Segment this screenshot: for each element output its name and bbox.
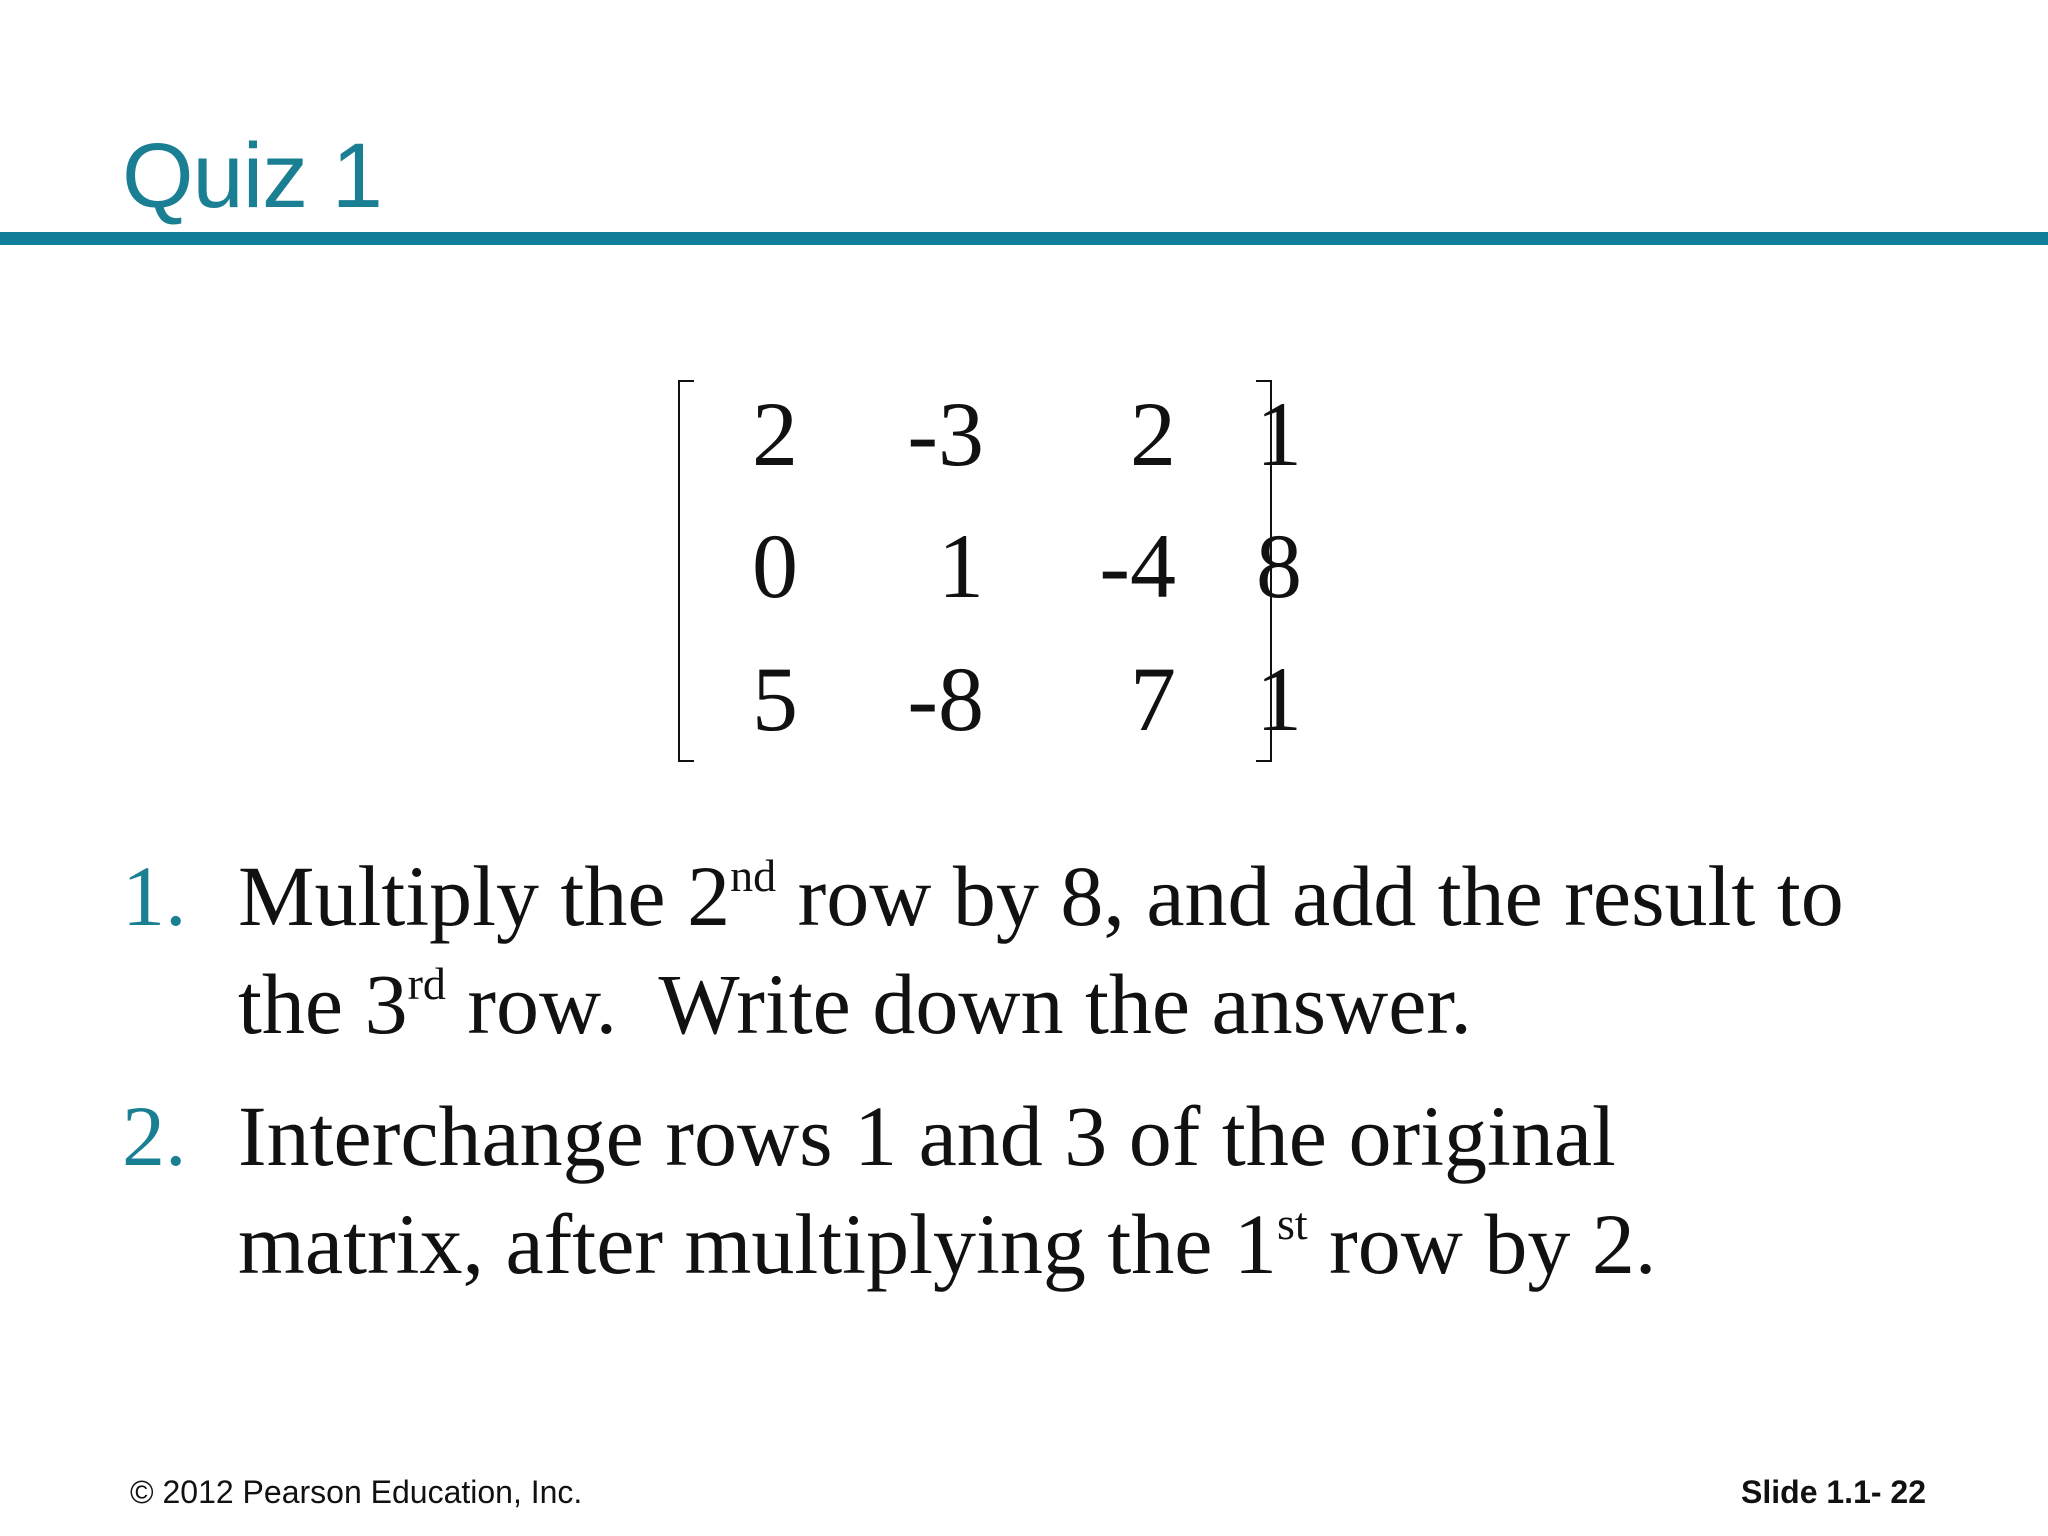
matrix-cell: 2 — [752, 383, 798, 485]
item-text: row by 2. — [1307, 1196, 1657, 1292]
item-number: 1. — [122, 848, 187, 944]
item-line — [238, 1190, 2002, 1298]
item-text: Multiply the 2 — [238, 848, 731, 944]
matrix-cell: 7 — [1130, 648, 1176, 750]
matrix-cell: 5 — [752, 648, 798, 750]
slide-title: Quiz 1 — [122, 125, 382, 227]
slide-number: Slide 1.1- 22 — [1741, 1474, 1926, 1510]
quiz-items — [122, 842, 2002, 1298]
matrix-cell: 8 — [1256, 515, 1302, 617]
matrix-cell: 1 — [1256, 648, 1302, 750]
matrix-cell: -4 — [1099, 515, 1176, 617]
title-divider — [0, 232, 2048, 245]
item-line — [238, 842, 2002, 950]
quiz-item — [122, 1082, 2002, 1298]
matrix-cell: 0 — [752, 515, 798, 617]
item-text: the 3 — [238, 956, 408, 1052]
quiz-item — [122, 842, 2002, 1058]
matrix-cell: -3 — [907, 383, 984, 485]
ordinal-suffix: nd — [730, 850, 777, 901]
matrix-cell: 2 — [1130, 383, 1176, 485]
matrix-cell: -8 — [907, 648, 984, 750]
item-text: row. Write down the answer. — [445, 956, 1472, 1052]
matrix — [678, 380, 1302, 762]
ordinal-suffix: rd — [407, 958, 446, 1009]
item-line — [238, 1082, 2002, 1190]
item-line — [238, 950, 2002, 1058]
item-text: row by 8, and add the result to — [776, 848, 1844, 944]
matrix-cell: 1 — [1256, 383, 1302, 485]
item-text: matrix, after multiplying the 1 — [238, 1196, 1277, 1292]
matrix-cell: 1 — [938, 515, 984, 617]
ordinal-suffix: st — [1276, 1198, 1308, 1249]
item-number: 2. — [122, 1088, 187, 1184]
copyright-notice: © 2012 Pearson Education, Inc. — [130, 1474, 583, 1510]
item-text: Interchange rows 1 and 3 of the original — [238, 1088, 1616, 1184]
